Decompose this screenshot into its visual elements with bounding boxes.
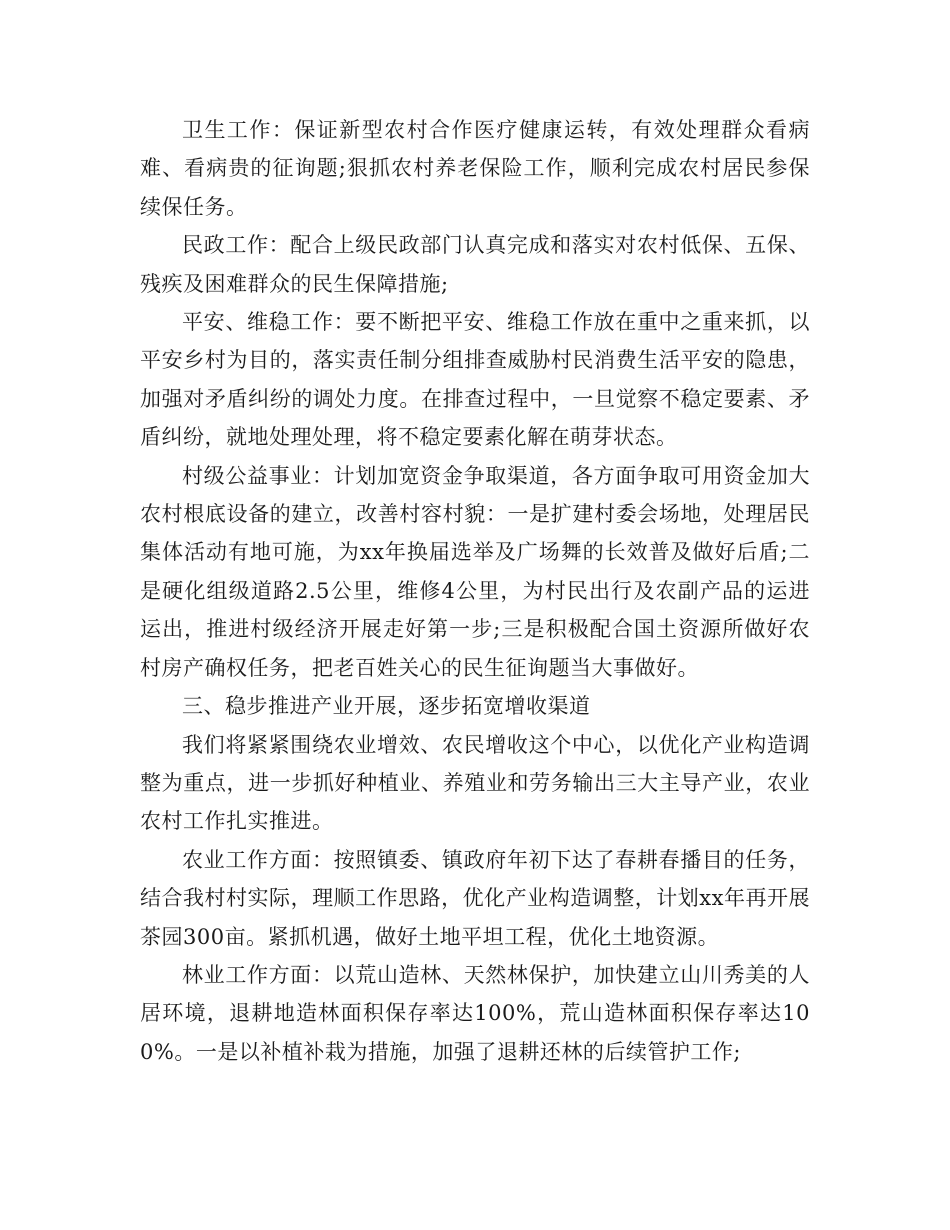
paragraph-industry-intro: 我们将紧紧围绕农业增效、农民增收这个中心，以优化产业构造调整为重点，进一步抓好种植业、养殖业和劳务输出三大主导产业，农业农村工作扎实推进。 xyxy=(140,732,810,834)
paragraph-safety-stability: 平安、维稳工作：要不断把平安、维稳工作放在重中之重来抓，以平安乡村为目的，落实责任制分组排查威胁村民消费生活平安的隐患，加强对矛盾纠纷的调处力度。在排查过程中，一旦觉察不稳定要素、矛盾纠纷，就地处理处理，将不稳定要素化解在萌芽状态。 xyxy=(140,310,810,450)
paragraph-agriculture: 农业工作方面：按照镇委、镇政府年初下达了春耕春播目的任务，结合我村村实际，理顺工作思路，优化产业构造调整，计划xx年再开展茶园300亩。紧抓机遇，做好土地平坦工程，优化土地资源。 xyxy=(140,847,810,949)
paragraph-civil-affairs: 民政工作：配合上级民政部门认真完成和落实对农村低保、五保、残疾及困难群众的民生保障措施; xyxy=(140,233,810,296)
paragraph-forestry: 林业工作方面：以荒山造林、天然林保护，加快建立山川秀美的人居环境，退耕地造林面积保存率达100%，荒山造林面积保存率达100%。一是以补植补栽为措施，加强了退耕还林的后续管护工作; xyxy=(140,962,810,1064)
paragraph-public-welfare: 村级公益事业：计划加宽资金争取渠道，各方面争取可用资金加大农村根底设备的建立，改善村容村貌：一是扩建村委会场地，处理居民集体活动有地可施，为xx年换届选举及广场舞的长效普及做好后盾;二是硬化组级道路2.5公里，维修4公里，为村民出行及农副产品的运进运出，推进村级经济开展走好第一步;三是积极配合国土资源所做好农村房产确权任务，把老百姓关心的民生征询题当大事做好。 xyxy=(140,463,810,680)
paragraph-health-work: 卫生工作：保证新型农村合作医疗健康运转，有效处理群众看病难、看病贵的征询题;狠抓农村养老保险工作，顺利完成农村居民参保续保任务。 xyxy=(140,118,810,219)
section-heading-industry: 三、稳步推进产业开展，逐步拓宽增收渠道 xyxy=(182,694,591,719)
document-body xyxy=(140,111,810,1071)
